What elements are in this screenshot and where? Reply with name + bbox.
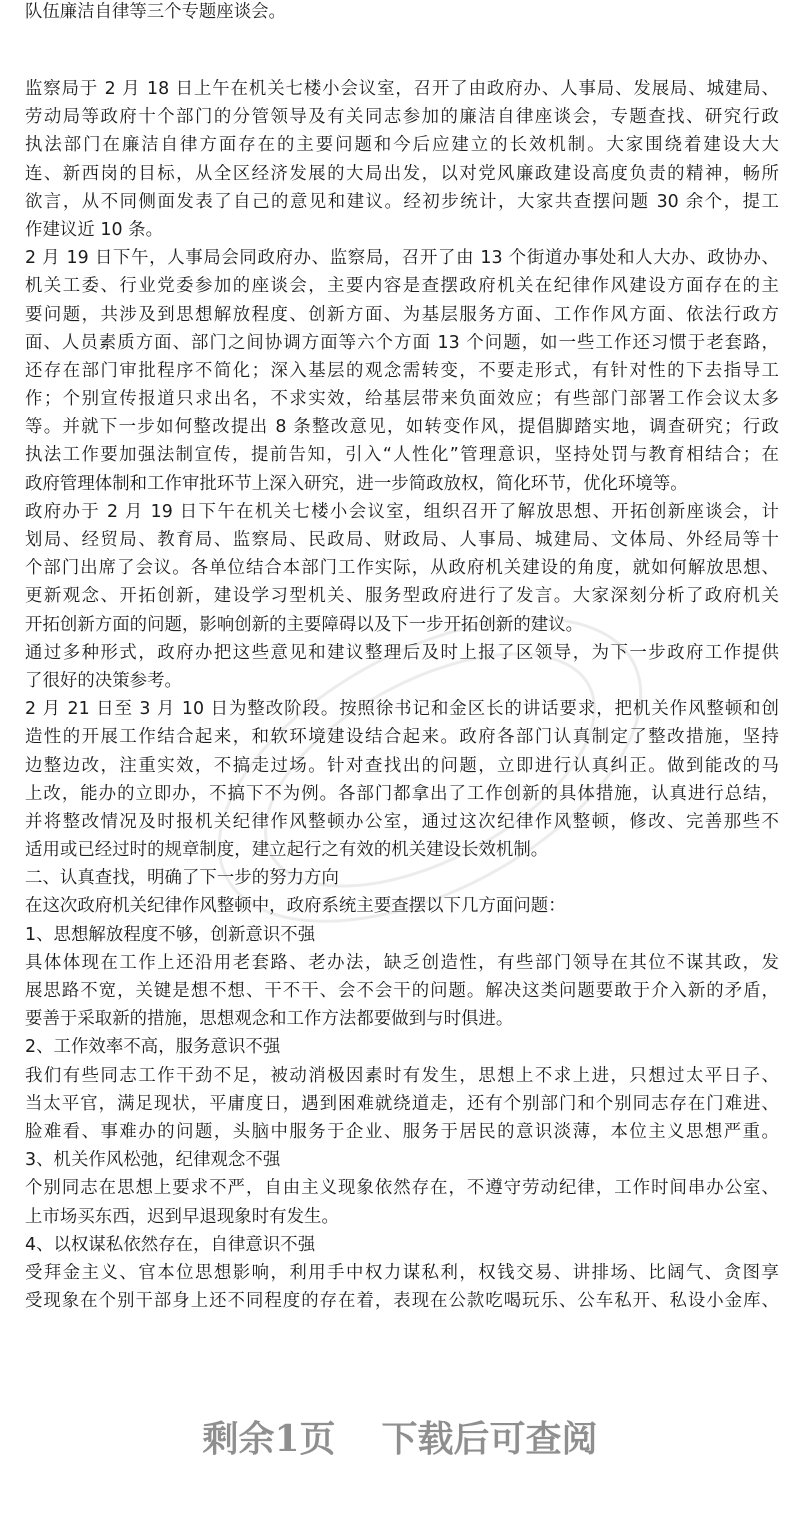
text-line: 适用或已经过时的规章制度，建立起行之有效的机关建设长效机制。 — [25, 840, 549, 861]
text-line: 劳动局等政府十个部门的分管领导及有关同志参加的廉洁自律座谈会，专题查找、研究行政 — [25, 107, 779, 128]
text-line: 连、新西岗的目标，从全区经济发展的大局出发，以对党风廉政建设高度负责的精神，畅所 — [25, 163, 779, 184]
text-line: 1、思想解放程度不够，创新意识不强 — [25, 924, 316, 945]
text-line: 更新观念、开拓创新，建设学习型机关、服务型政府进行了发言。大家深刻分析了政府机关 — [25, 586, 779, 607]
text-line: 4、以权谋私依然存在，自律意识不强 — [25, 1234, 316, 1255]
text-line: 2 月 21 日至 3 月 10 日为整改阶段。按照徐书记和金区长的讲话要求，把机关作风整顿和创 — [25, 699, 779, 720]
text-line: 并将整改情况及时报机关纪律作风整顿办公室，通过这次纪律作风整顿，修改、完善那些不 — [25, 811, 779, 832]
text-line: 脸难看、事难办的问题，头脑中服务于企业、服务于居民的意识淡薄，本位主义思想严重。 — [25, 1121, 779, 1142]
text-line: 还存在部门审批程序不简化；深入基层的观念需转变，不要走形式，有针对性的下去指导工 — [25, 360, 779, 381]
paragraph-lines — [25, 75, 779, 1315]
text-line: 上改，能办的立即办，不搞下不为例。各部门都拿出了工作创新的具体措施，认真进行总结， — [25, 783, 779, 804]
text-line: 通过多种形式，政府办把这些意见和建议整理后及时上报了区领导，为下一步政府工作提供 — [25, 642, 779, 663]
text-line: 展思路不宽，关键是想不想、干不干、会不会干的问题。解决这类问题要敢于介入新的矛盾， — [25, 981, 779, 1001]
text-line: 上市场买东西，迟到早退现象时有发生。 — [25, 1206, 339, 1227]
text-line: 了很好的决策参考。 — [25, 670, 182, 691]
text-line: 监察局于 2 月 18 日上午在机关七楼小会议室，召开了由政府办、人事局、发展局、城建局、 — [25, 79, 779, 99]
remaining-pages-label: 剩余1页 — [202, 1418, 336, 1460]
text-line: 执法部门在廉洁自律方面存在的主要问题和今后应建立的长效机制。大家围绕着建设大大 — [25, 135, 779, 156]
text-line: 要善于采取新的措施，思想观念和工作方法都要做到与时俱进。 — [25, 1009, 514, 1030]
text-line: 我们有些同志工作干劲不足，被动消极因素时有发生，思想上不求上进，只想过太平日子、 — [25, 1065, 779, 1086]
text-line: 个部门出席了会议。各单位结合本部门工作实际，从政府机关建设的角度，就如何解放思想、 — [25, 558, 779, 579]
text-line: 政府管理体制和工作审批环节上深入研究，进一步简政放权，简化环节，优化环境等。 — [25, 473, 688, 494]
text-line: 机关工委、行业党委参加的座谈会，主要内容是查摆政府机关在纪律作风建设方面存在的主 — [25, 276, 779, 297]
text-line: 2、工作效率不高，服务意识不强 — [25, 1037, 281, 1058]
text-line: 3、机关作风松弛，纪律观念不强 — [25, 1150, 281, 1171]
text-line: 2 月 19 日下午，人事局会同政府办、监察局，召开了由 13 个街道办事处和人大办、政协办、 — [25, 248, 779, 269]
download-to-view-label: 下载后可查阅 — [381, 1418, 598, 1460]
text-line: 欲言，从不同侧面发表了自己的意见和建议。经初步统计，大家共查摆问题 30 余个，提工 — [25, 191, 779, 212]
text-line: 等。并就下一步如何整改提出 8 条整改意见，如转变作风，提倡脚踏实地，调查研究；行政 — [25, 417, 779, 438]
text-line: 造性的开展工作结合起来，和软环境建设结合起来。政府各部门认真制定了整改措施，坚持 — [25, 727, 779, 748]
text-line: 要问题，共涉及到思想解放程度、创新方面、为基层服务方面、工作作风方面、依法行政方 — [25, 304, 779, 325]
text-line: 在这次政府机关纪律作风整顿中，政府系统主要查摆以下几方面问题： — [25, 896, 566, 917]
text-line: 受现象在个别干部身上还不同程度的存在着，表现在公款吃喝玩乐、公车私开、私设小金库、 — [25, 1291, 779, 1312]
text-line: 二、认真查找，明确了下一步的努力方向 — [25, 868, 339, 889]
text-line: 个别同志在思想上要求不严，自由主义现象依然存在，不遵守劳动纪律，工作时间串办公室、 — [25, 1178, 779, 1199]
text-line: 当太平官，满足现状，平庸度日，遇到困难就绕道走，还有个别部门和个别同志存在门难进、 — [25, 1093, 779, 1114]
remaining-pages-banner[interactable] — [0, 1404, 800, 1474]
text-line: 划局、经贸局、教育局、监察局、民政局、财政局、人事局、城建局、文体局、外经局等十 — [25, 530, 779, 550]
text-line: 作；个别宣传报道只求出名，不求实效，给基层带来负面效应；有些部门部署工作会议太多 — [25, 389, 779, 410]
text-line: 具体体现在工作上还沿用老套路、老办法，缺乏创造性，有些部门领导在其位不谋其政，发 — [25, 952, 779, 973]
text-line: 开拓创新方面的问题，影响创新的主要障碍以及下一步开拓创新的建议。 — [25, 614, 584, 635]
text-line: 作建议近 10 条。 — [25, 219, 164, 240]
text-line: 受拜金主义、官本位思想影响，利用手中权力谋私利，权钱交易、讲排场、比阔气、贪图享 — [25, 1262, 779, 1283]
document-top-line: 队伍廉洁自律等三个专题座谈会。 — [25, 2, 286, 22]
text-line: 执法工作要加强法制宣传，提前告知，引入“人性化”管理意识，坚持处罚与教育相结合；在 — [25, 445, 779, 466]
text-line: 政府办于 2 月 19 日下午在机关七楼小会议室，组织召开了解放思想、开拓创新座谈会，计 — [25, 501, 779, 522]
text-line: 面、人员素质方面、部门之间协调方面等六个方面 13 个问题，如一些工作还习惯于老套路， — [25, 332, 779, 353]
text-line: 边整边改，注重实效，不搞走过场。针对查找出的问题，立即进行认真纠正。做到能改的马 — [25, 755, 779, 776]
